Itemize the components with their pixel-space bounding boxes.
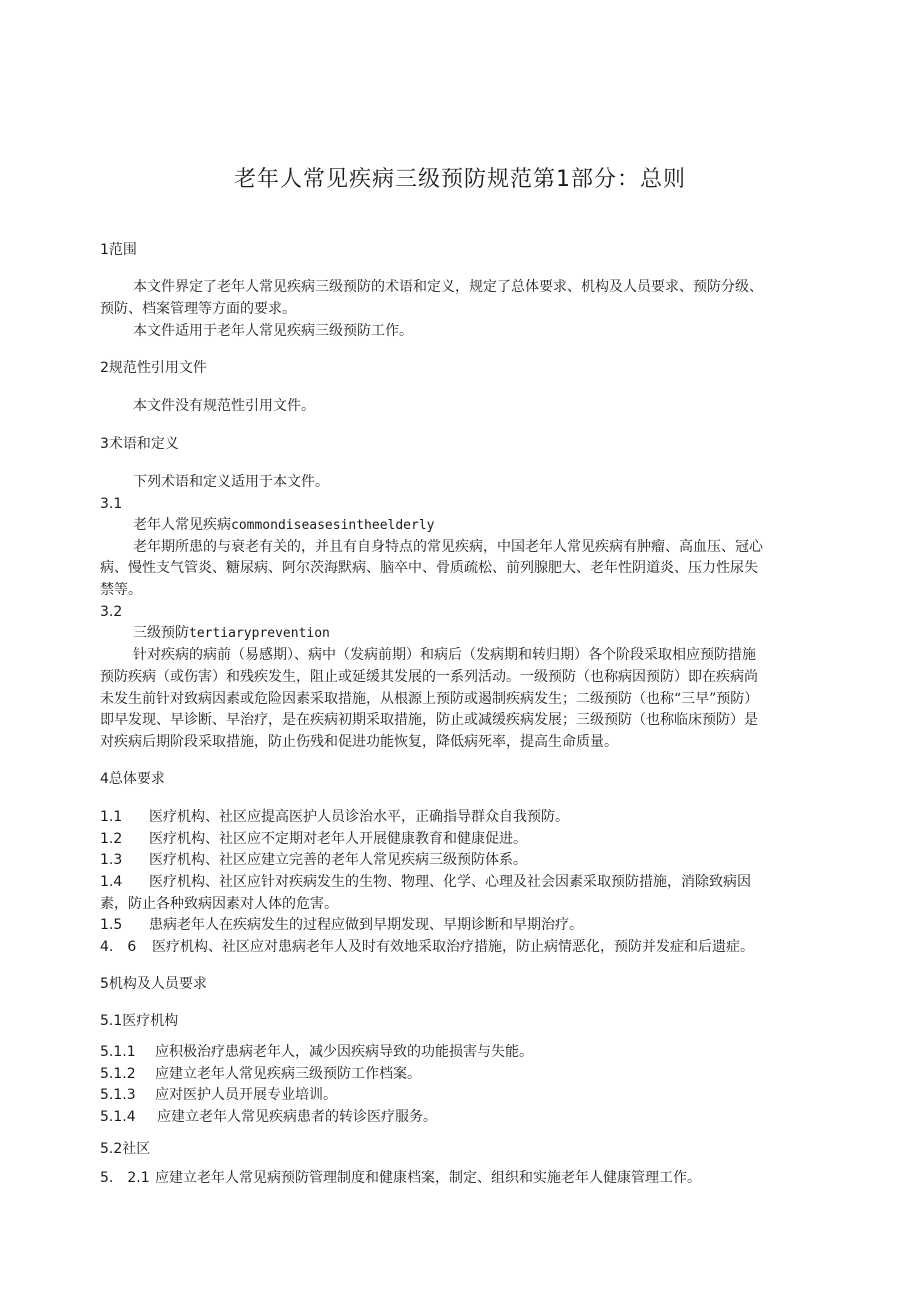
item-number: 1.4 xyxy=(100,874,123,890)
item-number: 1.5 xyxy=(100,917,123,933)
item-1-1: 医疗机构、社区应提高医护人员诊治水平，正确指导群众自我预防。 xyxy=(149,809,569,825)
term-3-2-definition-cont: 预防疾病（或伤害）和残疾发生，阻止或延缓其发展的一系列活动。一级预防（也称病因预防）即在疾病尚 xyxy=(100,669,758,685)
item-number: 5.1.2 xyxy=(100,1066,136,1082)
item-number: 5.1.3 xyxy=(100,1087,136,1103)
term-3-1-definition-cont: 禁等。 xyxy=(100,582,142,598)
term-3-2-definition-cont: 即早发现、早诊断、早治疗，是在疾病初期采取措施，防止或减缓疾病发展；三级预防（也称临床预防）是 xyxy=(100,712,758,728)
term-3-1-definition-cont: 病、慢性支气管炎、糖尿病、阿尔茨海默病、脑卒中、骨质疏松、前列腺肥大、老年性阴道炎、压力性尿失 xyxy=(100,560,758,576)
section-1-paragraph-1: 本文件界定了老年人常见疾病三级预防的术语和定义，规定了总体要求、机构及人员要求、预防分级、 xyxy=(133,279,763,295)
term-3-2-en: tertiaryprevention xyxy=(189,626,330,641)
item-1-2: 医疗机构、社区应不定期对老年人开展健康教育和健康促进。 xyxy=(149,831,527,847)
section-3-intro: 下列术语和定义适用于本文件。 xyxy=(133,474,329,490)
section-2-paragraph: 本文件没有规范性引用文件。 xyxy=(133,398,315,414)
document-title: 老年人常见疾病三级预防规范第1部分：总则 xyxy=(234,167,686,192)
term-3-2-definition-cont: 对疾病后期阶段采取措施，防止伤残和促进功能恢复，降低病死率，提高生命质量。 xyxy=(100,734,618,750)
item-number: 5. 2.1 xyxy=(100,1170,150,1186)
term-3-2-definition-cont: 未发生前针对致病因素或危险因素采取措施，从根源上预防或遏制疾病发生；二级预防（也称“三早”预防） xyxy=(100,691,759,707)
term-3-1-en: commondiseasesintheelderly xyxy=(231,518,435,533)
item-1-4: 医疗机构、社区应针对疾病发生的生物、物理、化学、心理及社会因素采取预防措施，消除致病因 xyxy=(149,874,751,890)
section-1-paragraph-1-cont: 预防、档案管理等方面的要求。 xyxy=(100,301,296,317)
section-5-heading: 5机构及人员要求 xyxy=(100,976,207,992)
item-5-2-1: 应建立老年人常见病预防管理制度和健康档案，制定、组织和实施老年人健康管理工作。 xyxy=(155,1170,701,1186)
term-3-2-definition: 针对疾病的病前（易感期）、病中（发病前期）和病后（发病期和转归期）各个阶段采取相应预防措施 xyxy=(133,647,756,663)
item-5-1-4: 应建立老年人常见疾病患者的转诊医疗服务。 xyxy=(157,1109,437,1125)
term-3-2-title xyxy=(133,625,330,642)
item-5-1-2: 应建立老年人常见疾病三级预防工作档案。 xyxy=(155,1066,421,1082)
item-1-3: 医疗机构、社区应建立完善的老年人常见疾病三级预防体系。 xyxy=(149,852,527,868)
item-5-1-1: 应积极治疗患病老年人，减少因疾病导致的功能损害与失能。 xyxy=(155,1044,533,1060)
item-number: 5.1.1 xyxy=(100,1044,136,1060)
item-number: 1.1 xyxy=(100,809,123,825)
item-4-6: 医疗机构、社区应对患病老年人及时有效地采取治疗措施，防止病情恶化，预防并发症和后遗症。 xyxy=(152,939,754,955)
term-3-2-cn: 三级预防 xyxy=(133,625,189,641)
item-1-4-cont: 素，防止各种致病因素对人体的危害。 xyxy=(100,896,338,912)
item-number: 1.2 xyxy=(100,831,123,847)
subsection-5-1-heading: 5.1医疗机构 xyxy=(100,1013,179,1029)
item-number: 5.1.4 xyxy=(100,1109,136,1125)
section-2-heading: 2规范性引用文件 xyxy=(100,360,207,376)
term-3-1-title xyxy=(133,517,435,534)
section-1-paragraph-2: 本文件适用于老年人常见疾病三级预防工作。 xyxy=(133,323,413,339)
term-3-1-definition: 老年期所患的与衰老有关的，并且有自身特点的常见疾病，中国老年人常见疾病有肿瘤、高血压、冠心 xyxy=(133,539,763,555)
item-number: 1.3 xyxy=(100,852,123,868)
subsection-5-2-heading: 5.2社区 xyxy=(100,1141,151,1157)
term-3-1-cn: 老年人常见疾病 xyxy=(133,517,231,533)
item-number: 4. 6 xyxy=(100,939,137,955)
item-5-1-3: 应对医护人员开展专业培训。 xyxy=(155,1087,337,1103)
item-1-5: 患病老年人在疾病发生的过程应做到早期发现、早期诊断和早期治疗。 xyxy=(149,917,583,933)
term-3-1-number: 3.1 xyxy=(100,496,123,512)
section-1-heading: 1范围 xyxy=(100,242,137,258)
section-4-heading: 4总体要求 xyxy=(100,771,165,787)
section-3-heading: 3术语和定义 xyxy=(100,436,179,452)
term-3-2-number: 3.2 xyxy=(100,604,123,620)
